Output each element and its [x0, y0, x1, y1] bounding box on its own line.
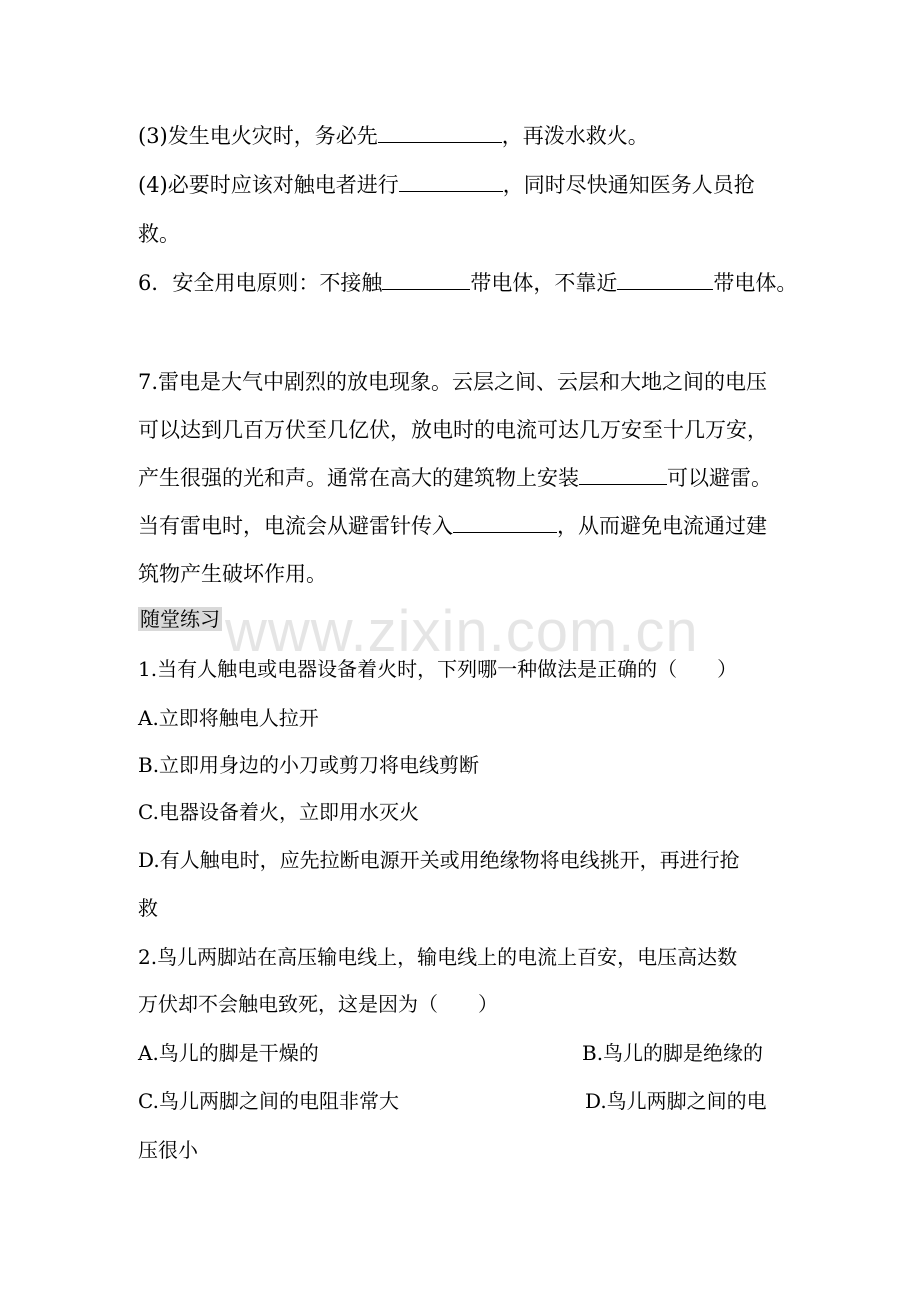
- q7-line-4: [138, 512, 767, 540]
- q7-line-2: 可以达到几百万伏至几亿伏，放电时的电流可达几万安至十几万安，: [138, 418, 768, 442]
- q5-3-text-b: ，再泼水救火。: [501, 124, 649, 148]
- q7-text-3a: 产生很强的光和声。通常在高大的建筑物上安装: [138, 466, 579, 490]
- p-q2-option-b[interactable]: B.鸟儿的脚是绝缘的: [582, 1041, 764, 1065]
- p-q1-option-b[interactable]: B.立即用身边的小刀或剪刀将电线剪断: [138, 753, 480, 777]
- q7-line-3: [138, 464, 772, 492]
- q5-3-blank[interactable]: [378, 124, 502, 143]
- q6-blank-1[interactable]: [382, 271, 470, 290]
- p-q1-stem: 1.当有人触电或电器设备着火时，下列哪一种做法是正确的（ ）: [138, 657, 738, 681]
- q6-text-c: 带电体。: [713, 271, 798, 295]
- q7-line-1: 7.雷电是大气中剧烈的放电现象。云层之间、云层和大地之间的电压: [138, 370, 768, 394]
- q6-text-b: 带电体，不靠近: [470, 271, 618, 295]
- q7-line-5: 筑物产生破坏作用。: [138, 562, 327, 586]
- p-q1-option-a[interactable]: A.立即将触电人拉开: [138, 706, 319, 730]
- q5-4-text-b: ，同时尽快通知医务人员抢: [502, 173, 755, 197]
- q7-text-4a: 当有雷电时，电流会从避雷针传入: [138, 514, 453, 538]
- q6-line: [138, 269, 797, 297]
- q7-blank-1[interactable]: [579, 466, 667, 485]
- q5-3-line: [138, 122, 649, 150]
- q5-4-blank[interactable]: [399, 173, 503, 192]
- q7-text-3b: 可以避雷。: [667, 466, 772, 490]
- q5-3-text-a: (3)发生电火灾时，务必先: [138, 124, 378, 148]
- q7-text-4b: ，从而避免电流通过建: [557, 514, 767, 538]
- q6-text-a: 6．安全用电原则：不接触: [138, 271, 383, 295]
- p-q2-option-a[interactable]: A.鸟儿的脚是干燥的: [138, 1041, 319, 1065]
- p-q2-option-d[interactable]: D.鸟儿两脚之间的电: [585, 1089, 767, 1113]
- practice-heading: 随堂练习: [140, 607, 220, 631]
- q6-blank-2[interactable]: [617, 271, 713, 290]
- p-q1-option-d[interactable]: D.有人触电时，应先拉断电源开关或用绝缘物将电线挑开，再进行抢: [138, 848, 740, 872]
- p-q2-stem-1: 2.鸟儿两脚站在高压输电线上，输电线上的电流上百安，电压高达数: [138, 945, 738, 969]
- q5-4-text-a: (4)必要时应该对触电者进行: [138, 173, 399, 197]
- p-q1-option-c[interactable]: C.电器设备着火，立即用水灭火: [138, 800, 419, 824]
- watermark: www.zixin.com.cn: [225, 599, 699, 664]
- p-q2-stem-2: 万伏却不会触电致死，这是因为（ ）: [138, 992, 498, 1016]
- q5-4-line-2: 救。: [138, 222, 180, 246]
- q5-4-line: [138, 171, 755, 199]
- p-q2-option-d-cont: 压很小: [138, 1138, 198, 1162]
- p-q2-option-c[interactable]: C.鸟儿两脚之间的电阻非常大: [138, 1089, 399, 1113]
- q7-blank-2[interactable]: [453, 514, 557, 533]
- practice-heading-line: [138, 605, 222, 633]
- p-q1-option-d-cont: 救: [138, 896, 158, 920]
